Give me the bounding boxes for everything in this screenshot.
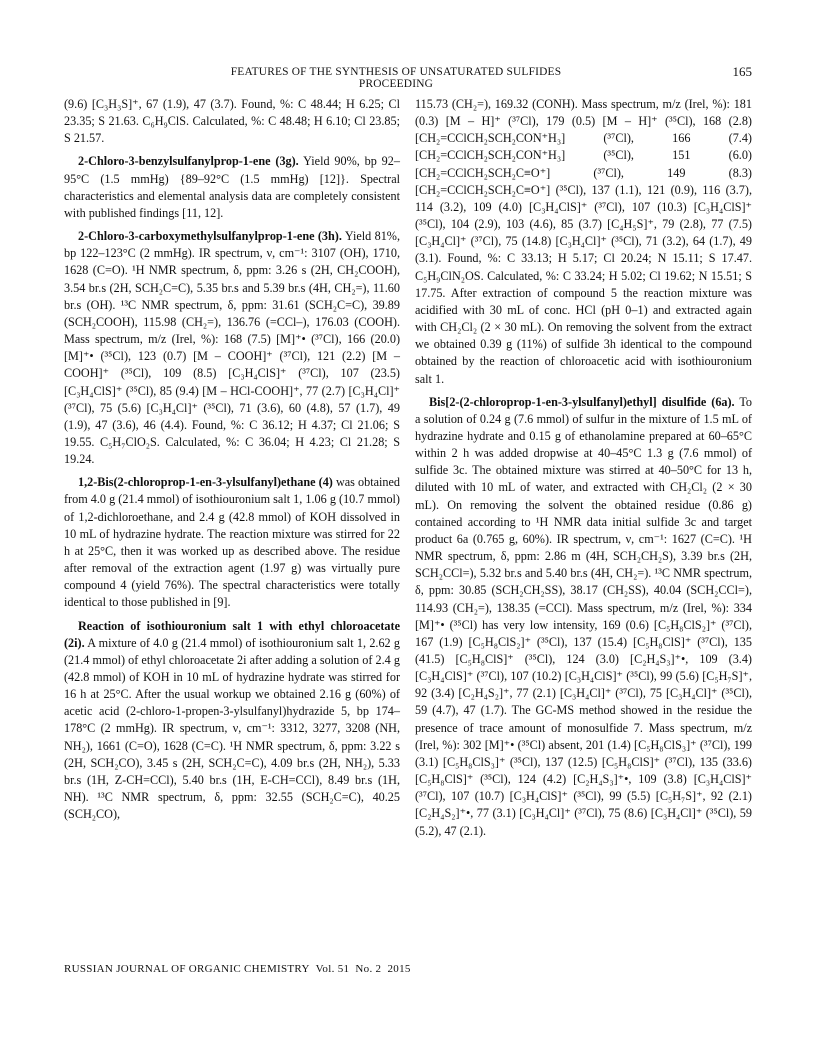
journal-year: 2015 <box>387 963 411 975</box>
compound-title-3h: 2-Chloro-3-carboxymethylsulfanylprop-1-ene (3h). <box>78 229 342 244</box>
paragraph-compound-6a <box>415 394 752 840</box>
journal-volume: Vol. 51 <box>315 963 350 975</box>
compound-body-3g: Yield 90%, bp 92–95°C (1.5 mmHg) {89–92°C (1.5 mmHg) [12]}. Spectral characteristics and elemental analysis data are completely consistent with published findings [11, 12]. <box>64 154 400 220</box>
paragraph-continuation-right: 115.73 (CH₂=), 169.32 (CONH). Mass spectrum, m/z (Irel, %): 181 (0.3) [M – H]⁺ (³⁷Cl), 179 (0.5) [M – H]⁺ (³⁵Cl), 168 (2.8) [CH₂=CClCH₂SCH₂CON⁺H₃] (³⁷Cl), 166 (7.4) [CH₂=CClCH₂SCH₂CON⁺H₃] (³⁵Cl), 151 (6.0) [CH₂=CClCH₂SCH₂C≡O⁺] (³⁷Cl), 149 (8.3) [CH₂=CClCH₂SCH₂C≡O⁺] (³⁵Cl), 137 (1.1), 121 (0.9), 116 (3.7), 114 (3.2), 109 (4.0) [C₃H₄ClS]⁺ (³⁷Cl), 107 (10.3) [C₃H₄ClS]⁺ (³⁵Cl), 104 (2.9), 103 (4.6), 85 (3.7) [C₄H₅S]⁺, 79 (2.8), 77 (7.5) [C₃H₄Cl]⁺ (³⁷Cl), 75 (14.8) [C₃H₄Cl]⁺ (³⁵Cl), 71 (3.2), 64 (1.7), 49 (3.1). Found, %: C 33.13; H 5.17; Cl 20.24; N 15.11; S 17.47. C₅H₉ClN₂OS. Calculated, %: C 33.24; H 5.02; Cl 19.62; N 15.51; S 17.75. After extraction of compound 5 the reaction mixture was acidified with 30 mL of conc. HCl (pH 0–1) and extracted again with CH₂Cl₂ (2 × 30 mL). On removing the solvent from the extract we obtained 0.39 g (11%) of sulfide 3h identical to the compound obtained by the reaction of chloroacetic acid with isothiouronium salt 1. <box>415 97 752 386</box>
journal-name: RUSSIAN JOURNAL OF ORGANIC CHEMISTRY <box>64 963 310 975</box>
paragraph-reaction-2i <box>64 618 400 824</box>
paragraph-continuation: (9.6) [C₃H₃S]⁺, 67 (1.9), 47 (3.7). Found, %: C 48.44; H 6.25; Cl 23.35; S 21.63. C₆H₉ClS. Calculated, %: C 48.48; H 6.10; Cl 23.85; S 21.57. <box>64 97 400 146</box>
journal-footer <box>64 963 564 975</box>
page-number: 165 <box>732 64 752 79</box>
right-column <box>415 96 752 840</box>
journal-issue: No. 2 <box>355 963 382 975</box>
running-title: FEATURES OF THE SYNTHESIS OF UNSATURATED SULFIDES PROCEEDING <box>230 66 562 90</box>
reaction-body-2i: A mixture of 4.0 g (21.4 mmol) of isothiouronium salt 1, 2.62 g (21.4 mmol) of ethyl chloroacetate 2i after adding a solution of 2.4 g (42.8 mmol) of KOH in 10 mL of hydrazine hydrate was stirred for 16 h at 25°C. After the usual workup we obtained 2.16 g (60%) of acetic acid (2-chloro-1-propen-3-ylsulfanyl)hydrazide 5, bp 174–178°C (2 mmHg). IR spectrum, ν, cm⁻¹: 3312, 3277, 3208 (NH, NH₂), 1661 (C=O), 1628 (C=C). ¹H NMR spectrum, δ, ppm: 3.22 s (2H, SCH₂CO), 3.45 s (2H, SCH₂C=C), 4.09 br.s (2H, NH₂), 5.33 br.s (1H, Z-CH=CCl), 5.40 br.s (1H, E-CH=CCl), 8.49 br.s (1H, NH). ¹³C NMR spectrum, δ, ppm: 32.55 (SCH₂C=C), 40.25 (SCH₂CO), <box>64 635 401 822</box>
paragraph-compound-3h <box>64 228 400 468</box>
compound-body-4: was obtained from 4.0 g (21.4 mmol) of isothiouronium salt 1, 1.06 g (10.7 mmol) of 1,2-dichloroethane, and 2.4 g (42.8 mmol) of KOH dissolved in 10 mL of hydrazine hydrate. The reaction mixture was stirred for 22 h at 25°C, then it was worked up as described above. The residue after removal of the extraction agent (1.97 g) was virtually pure compound 4 (yield 76%). The spectral characteristics were totally identical to those published in [9]. <box>64 475 400 610</box>
paragraph-compound-3g <box>64 153 400 222</box>
compound-title-4: 1,2-Bis(2-chloroprop-1-en-3-ylsulfanyl)ethane (4) <box>78 475 333 490</box>
compound-body-6a: To a solution of 0.24 g (7.6 mmol) of sulfur in the mixture of 1.5 mL of hydrazine hydrate and 0.15 g of ethanolamine prepared at 60–65°C within 2 h was added dropwise at 40–45°C 1.3 g (7.6 mmol) of sulfide 3c. The obtained mixture was stirred at 40–50°C for 13 h, diluted with 10 mL of water, and extracted with CH₂Cl₂ (2 × 30 mL). On removing the solvent the obtained residue (0.86 g) contained according to ¹H NMR data initial sulfide 3c and target product 6a (0.765 g, 60%). IR spectrum, ν, cm⁻¹: 1627 (C=C). ¹H NMR spectrum, δ, ppm: 2.86 m (4H, SCH₂CH₂S), 3.39 br.s (2H, SCH₂CCl=), 5.32 br.s and 5.40 br.s (4H, CH₂=). ¹³C NMR spectrum, δ, ppm: 30.85 (SCH₂CH₂SS), 38.17 (CH₂SS), 40.04 (SCH₂CCl=), 114.93 (CH₂=), 138.35 (=CCl). Mass spectrum, m/z (Irel, %): 334 [M]⁺• (³⁵Cl) has very low intensity, 169 (0.6) [C₅H₈ClS₂]⁺ (³⁷Cl), 167 (1.9) [C₅H₈ClS₂]⁺ (³⁵Cl), 137 (15.4) [C₅H₈ClS]⁺ (³⁷Cl), 135 (41.5) [C₅H₈ClS]⁺ (³⁵Cl), 124 (3.0) [C₂H₄S₃]⁺•, 109 (3.4) [C₃H₄ClS]⁺ (³⁷Cl), 107 (10.2) [C₃H₄ClS]⁺ (³⁵Cl), 99 (5.6) [C₅H₇S]⁺, 92 (3.4) [C₂H₄S₂]⁺, 77 (2.1) [C₃H₄Cl]⁺ (³⁷Cl), 75 [C₃H₄Cl]⁺ (³⁵Cl), 59 (4.7), 47 (1.7). The GC-MS method showed in the residue the presence of trace amount of monosulfide 7. Mass spectrum, m/z (Irel, %): 302 [M]⁺• (³⁵Cl) absent, 201 (1.4) [C₅H₈ClS₃]⁺ (³⁷Cl), 199 (3.1) [C₅H₈ClS₃]⁺ (³⁵Cl), 137 (12.5) [C₅H₈ClS]⁺ (³⁷Cl), 135 (33.6) [C₅H₈ClS]⁺ (³⁵Cl), 124 (4.2) [C₂H₄S₃]⁺•, 109 (3.8) [C₃H₄ClS]⁺ (³⁷Cl), 107 (10.7) [C₃H₄ClS]⁺ (³⁵Cl), 99 (5.5) [C₅H₇S]⁺, 92 (2.1) [C₂H₄S₂]⁺•, 77 (3.1) [C₃H₄Cl]⁺ (³⁷Cl), 75 (8.6) [C₃H₄Cl]⁺ (³⁵Cl), 59 (5.2), 47 (2.1). <box>415 394 752 838</box>
left-column <box>64 96 400 823</box>
compound-title-3g: 2-Chloro-3-benzylsulfanylprop-1-ene (3g). <box>78 154 299 169</box>
reaction-title-2i: Reaction of isothiouronium salt 1 with ethyl chloroacetate (2i). <box>64 618 400 650</box>
compound-body-3h: Yield 81%, bp 122–123°C (2 mmHg). IR spectrum, ν, cm⁻¹: 3107 (OH), 1710, 1628 (C=O). ¹H NMR spectrum, δ, ppm: 3.26 s (2H, CH₂COOH), 3.54 br.s (2H, SCH₂C=C), 5.35 br.s and 5.39 br.s (4H, CH₂=), 11.60 br.s (OH). ¹³C NMR spectrum, δ, ppm: 31.61 (SCH₂C=C), 39.89 (SCH₂COOH), 115.98 (CH₂=), 136.76 (=CCl–), 176.03 (COOH). Mass spectrum, m/z (Irel, %): 168 (7.5) [M]⁺• (³⁷Cl), 166 (20.0) [M]⁺• (³⁵Cl), 123 (0.7) [M – COOH]⁺ (³⁷Cl), 121 (2.2) [M – COOH]⁺ (³⁵Cl), 109 (8.5) [C₃H₄ClS]⁺ (³⁷Cl), 107 (23.5) [C₃H₄ClS]⁺ (³⁵Cl), 85 (9.4) [M – HCl-COOH]⁺, 77 (2.7) [C₃H₄Cl]⁺ (³⁷Cl), 75 (5.6) [C₃H₄Cl]⁺ (³⁵Cl), 71 (3.6), 60 (4.8), 57 (1.7), 49 (1.9), 47 (3.6), 46 (4.4). Found, %: C 36.12; H 4.37; Cl 21.06; S 19.55. C₅H₇ClO₂S. Calculated, %: C 36.04; H 4.23; Cl 21.28; S 19.24. <box>64 229 400 467</box>
paragraph-compound-4 <box>64 474 400 611</box>
compound-title-6a: Bis[2-(2-chloroprop-1-en-3-ylsulfanyl)ethyl] disulfide (6a). <box>429 394 735 409</box>
